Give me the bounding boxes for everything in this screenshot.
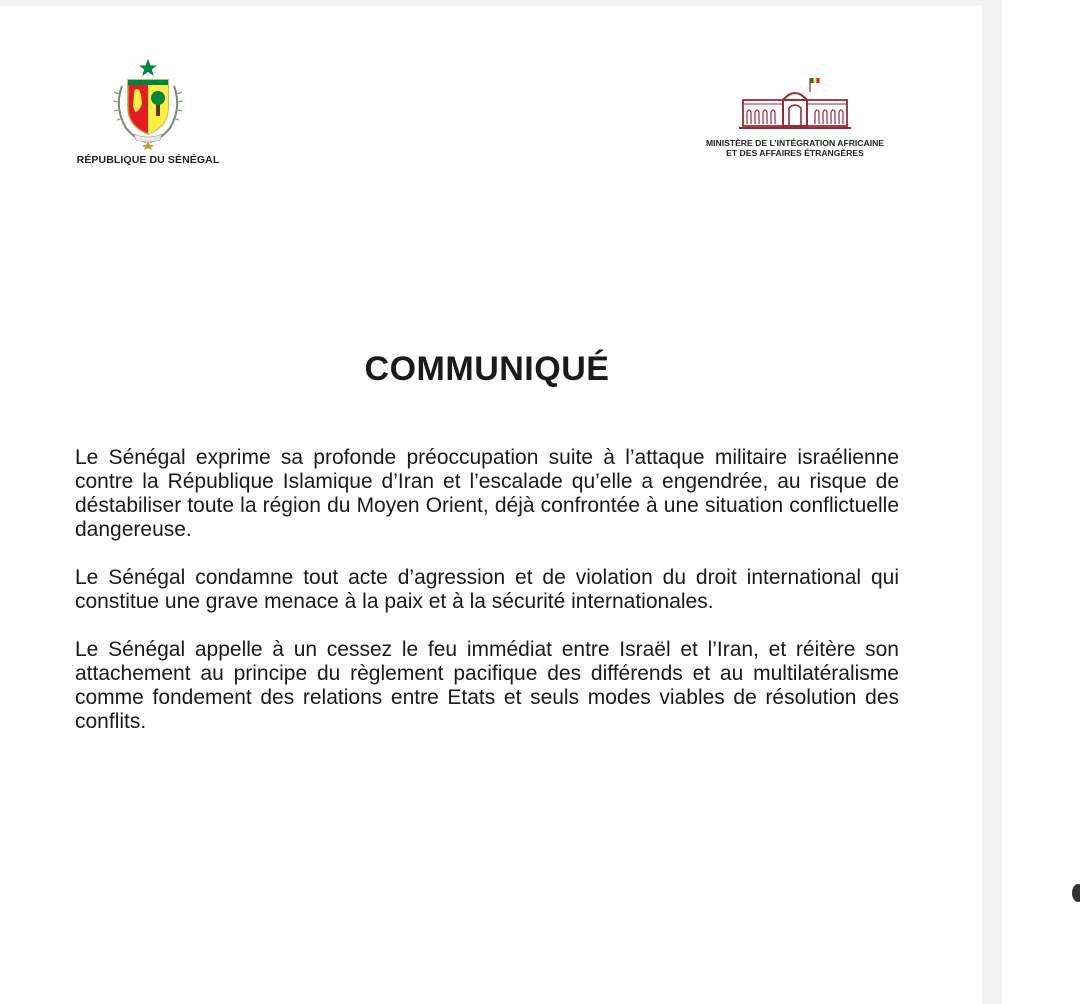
paragraph-2: Le Sénégal condamne tout acte d’agression et de violation du droit international qui constitue une grave menace à la paix et à la sécurité internationales. — [75, 566, 899, 613]
paragraph-1: Le Sénégal exprime sa profonde préoccupation suite à l’attaque militaire israélienne contre la République Islamique d’Iran et l’escalade qu’elle a engendrée, au risque de déstabiliser toute la région du Moyen Orient, déjà confrontée à une situation conflictuelle dangereuse. — [75, 446, 899, 541]
right-gutter — [1002, 0, 1080, 1004]
ministry-caption — [684, 138, 906, 158]
ministry-emblem — [684, 74, 906, 158]
paragraph-3: Le Sénégal appelle à un cessez le feu immédiat entre Israël et l’Iran, et réitère son attachement au principe du règlement pacifique des différends et au multilatéralisme comme fondement des relations entre Etats et seuls modes viables de résolution des conflits. — [75, 638, 899, 733]
document-body — [75, 446, 899, 758]
gutter-dot — [1072, 884, 1080, 902]
senegal-coat-of-arms-icon — [108, 56, 188, 150]
ministry-caption-line1: MINISTÈRE DE L’INTÉGRATION AFRICAINE — [705, 138, 885, 148]
ministry-caption-line2: ET DES AFFAIRES ÉTRANGÈRES — [726, 148, 864, 158]
ministry-building-icon — [737, 74, 853, 130]
republic-emblem — [72, 56, 224, 176]
document-title: COMMUNIQUÉ — [364, 350, 610, 388]
republic-caption: RÉPUBLIQUE DU SÉNÉGAL — [76, 154, 220, 166]
